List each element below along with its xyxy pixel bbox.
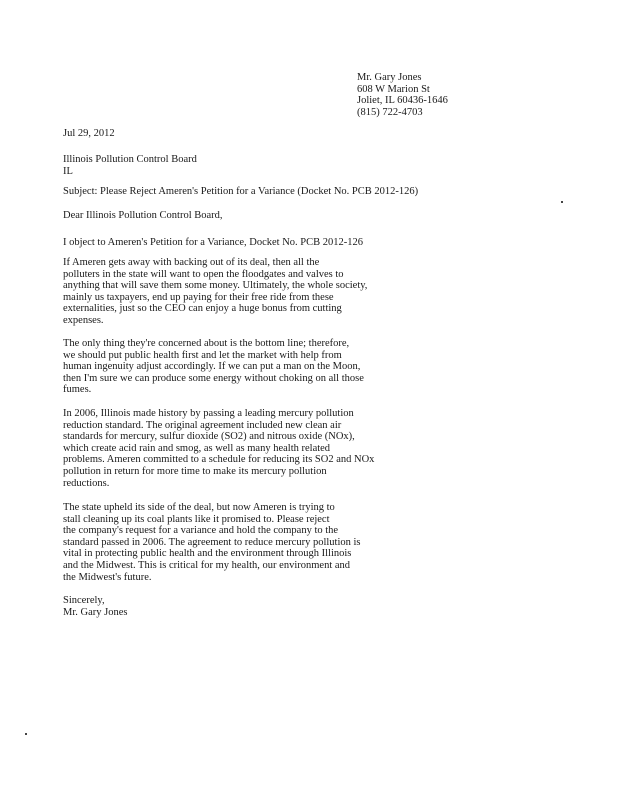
paragraph-line: standard passed in 2006. The agreement to reduce mercury pollution is [63,536,361,548]
scan-speck [561,201,563,203]
paragraph-line: we should put public health first and let the market with help from [63,349,342,361]
sender-phone: (815) 722-4703 [357,106,423,118]
sender-address-block [357,72,448,118]
paragraph-line: and the Midwest. This is critical for my health, our environment and [63,559,351,571]
paragraph-line: reduction standard. The original agreement included new clean air [63,419,342,431]
intro-line: I object to Ameren's Petition for a Variance, Docket No. PCB 2012-126 [63,237,364,248]
paragraph-line: mainly us taxpayers, end up paying for their free ride from these [63,291,334,303]
paragraph-line: reductions. [63,477,110,489]
paragraph-line: which create acid rain and smog, as well as many health related [63,442,331,454]
paragraph-line: expenses. [63,314,104,326]
paragraph-line: standards for mercury, sulfur dioxide (SO2) and nitrous oxide (NOx), [63,431,355,443]
paragraph-line: human ingenuity adjust accordingly. If we can put a man on the Moon, [63,361,361,373]
recipient-org: Illinois Pollution Control Board [63,154,197,165]
body-paragraph-3 [63,408,375,489]
body-paragraph-4 [63,502,368,583]
letter-date: Jul 29, 2012 [63,128,115,139]
signature: Mr. Gary Jones [63,607,128,618]
paragraph-line: the Midwest's future. [63,571,152,583]
paragraph-line: fumes. [63,384,92,396]
sender-street: 608 W Marion St [357,83,430,95]
sender-city: Joliet, IL 60436-1646 [357,95,448,106]
body-paragraph-2 [63,338,368,396]
paragraph-line: problems. Ameren committed to a schedule for reducing its SO2 and NOx [63,454,375,466]
paragraph-line: then I'm sure we can produce some energy without choking on all those [63,372,364,384]
paragraph-line: anything that will save them some money. Ultimately, the whole society, [63,280,368,292]
recipient-state: IL [63,166,73,177]
closing: Sincerely, [63,595,105,606]
paragraph-line: vital in protecting public health and the environment through Illinois [63,548,352,560]
salutation: Dear Illinois Pollution Control Board, [63,210,223,221]
paragraph-line: the company's request for a variance and hold the company to the [63,525,339,537]
paragraph-line: In 2006, Illinois made history by passing a leading mercury pollution [63,408,354,419]
paragraph-line: The only thing they're concerned about is the bottom line; therefore, [63,338,350,349]
subject-line: Subject: Please Reject Ameren's Petition for a Variance (Docket No. PCB 2012-126) [63,186,419,197]
paragraph-line: polluters in the state will want to open the floodgates and valves to [63,268,344,280]
sender-name: Mr. Gary Jones [357,72,422,83]
paragraph-line: If Ameren gets away with backing out of its deal, then all the [63,257,320,268]
body-paragraph-1 [63,257,368,327]
paragraph-line: pollution in return for more time to make its mercury pollution [63,465,327,477]
paragraph-line: externalities, just so the CEO can enjoy a huge bonus from cutting [63,303,342,315]
paragraph-line: The state upheld its side of the deal, but now Ameren is trying to [63,502,335,513]
paragraph-line: stall cleaning up its coal plants like it promised to. Please reject [63,513,330,525]
scan-speck [25,733,27,735]
